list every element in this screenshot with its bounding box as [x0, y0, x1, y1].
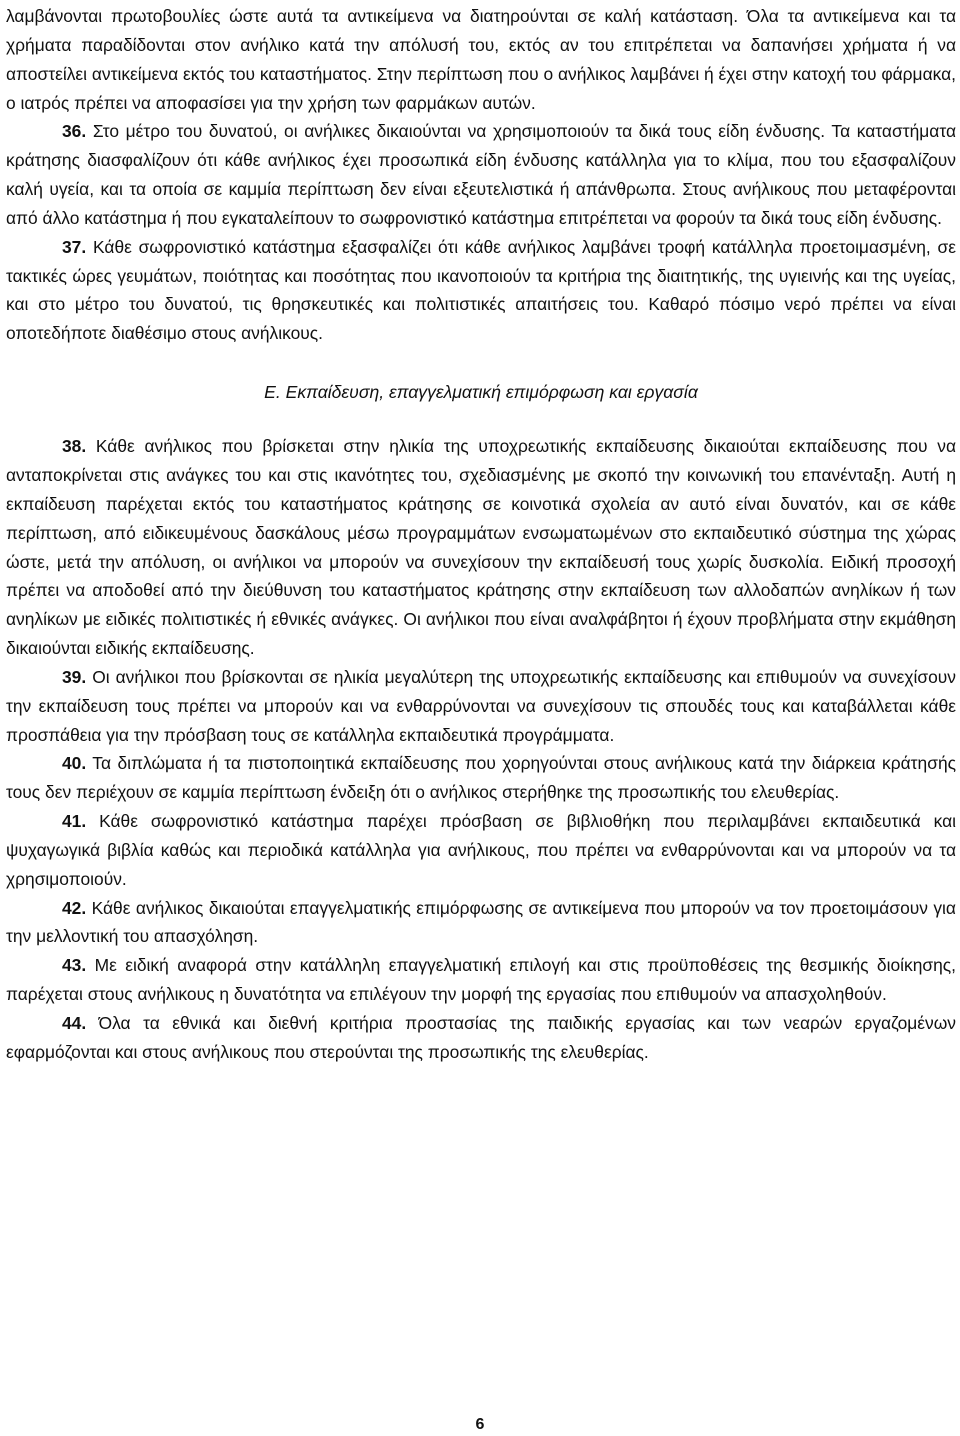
paragraph-number: 44. [62, 1013, 87, 1033]
paragraph-number: 39. [62, 666, 87, 687]
paragraph-44 [6, 1009, 956, 1067]
paragraph-number: 43. [62, 955, 87, 976]
paragraph-text: Όλα τα εθνικά και διεθνή κριτήρια προστασίας της παιδικής εργασίας και των νεαρών εργαζομένων εφαρμόζονται και στους ανήλικους που στερούνται της προσωπικής της ελευθερίας. [6, 1013, 956, 1062]
paragraph-text: λαμβάνονται πρωτοβουλίες ώστε αυτά τα αντικείμενα να διατηρούνται σε καλή κατάσταση. Όλα τα αντικείμενα και τα χρήματα παραδίδονται στον ανήλικο κατά την απόλυσή του, εκτός αν του επιτρέπεται να δαπανήσει χρήματα ή να αποστείλει αντικείμενα εκτός του καταστήματος. Στην περίπτωση που ο ανήλικος λαμβάνει ή έχει στην κατοχή του φάρμακα, ο ιατρός πρέπει να αποφασίσει για την χρήση των φαρμάκων αυτών. [6, 6, 956, 113]
paragraph-text: Κάθε σωφρονιστικό κατάστημα εξασφαλίζει ότι κάθε ανήλικος λαμβάνει τροφή κατάλληλα προετοιμασμένη, σε τακτικές ώρες γευμάτων, ποιότητας και ποσότητας που ικανοποιούν τα κριτήρια της διαιτητικής, της υγιεινής και της υγείας, και στο μέτρο του δυνατού, τις θρησκευτικές και πολιτιστικές απαιτήσεις του. Καθαρό πόσιμο νερό πρέπει να είναι οποτεδήποτε διαθέσιμο στους ανήλικους. [6, 236, 956, 344]
paragraph-42 [6, 894, 956, 952]
paragraph-continuation [6, 2, 956, 117]
document-body [6, 2, 956, 1067]
paragraph-number: 42. [62, 897, 87, 918]
paragraph-text: Τα διπλώματα ή τα πιστοποιητικά εκπαίδευσης που χορηγούνται στους ανήλικους κατά την διάρκεια κράτησής τους δεν περιέχουν σε καμμία περίπτωση ένδειξη ότι ο ανήλικος στερήθηκε της προσωπικής του ελευθερίας. [6, 753, 956, 803]
paragraph-41 [6, 807, 956, 894]
paragraph-text: Κάθε ανήλικος δικαιούται επαγγελματικής επιμόρφωσης σε αντικείμενα που μπορούν να τον προετοιμάσουν για την μελλοντική του απασχόληση. [6, 897, 956, 947]
paragraph-36 [6, 117, 956, 232]
paragraph-number: 40. [62, 753, 87, 774]
page-number: 6 [475, 1416, 485, 1433]
paragraph-text: Κάθε σωφρονιστικό κατάστημα παρέχει πρόσβαση σε βιβλιοθήκη που περιλαμβάνει εκπαιδευτικά και ψυχαγωγικά βιβλία καθώς και περιοδικά κατάλληλα για ανήλικους, που πρέπει να ενθαρρύνονται και να μπορούν να τα χρησιμοποιούν. [6, 811, 956, 889]
paragraph-43 [6, 951, 956, 1009]
paragraph-number: 36. [62, 121, 87, 142]
paragraph-text: Κάθε ανήλικος που βρίσκεται στην ηλικία της υποχρεωτικής εκπαίδευσης δικαιούται εκπαίδευσης που να ανταποκρίνεται στις ανάγκες του και στις ικανότητες του, σχεδιασμένης με σκοπό την κοινωνική του επανένταξη. Αυτή η εκπαίδευση παρέχεται εκτός του καταστήματος κράτησης σε κοινοτικά σχολεία αν αυτό είναι δυνατόν, και σε κάθε περίπτωση, από ειδικευμένους δασκάλους μέσω προγραμμάτων ενσωματωμένων στο εκπαιδευτικό σύστημα της χώρας ώστε, μετά την απόλυση, οι ανήλικοι να μπορούν να συνεχίσουν την εκπαίδευσή τους χωρίς δυσκολία. Ειδική προσοχή πρέπει να αποδοθεί από την διεύθυνση του καταστήματος κράτησης στην εκπαίδευση των αλλοδαπών ανηλίκων ή των ανηλίκων με ειδικές πολιτιστικές ή εθνικές ανάγκες. Οι ανήλικοι που είναι αναλφάβητοι ή έχουν προβλήματα στην εκμάθηση δικαιούνται ειδικής εκπαίδευσης. [6, 436, 956, 659]
paragraph-39 [6, 663, 956, 750]
paragraph-number: 41. [62, 811, 87, 832]
paragraph-text: Στο μέτρο του δυνατού, οι ανήλικες δικαιούνται να χρησιμοποιούν τα δικά τους είδη ένδυσης. Τα καταστήματα κράτησης διασφαλίζουν ότι κάθε ανήλικος έχει προσωπικά είδη ένδυσης κατάλληλα για το κλίμα, που του εξασφαλίζουν καλή υγεία, και τα οποία σε καμμία περίπτωση δεν είναι εξευτελιστικά ή απάνθρωπα. Στους ανήλικους που μεταφέρονται από άλλο κατάστημα ή που εγκαταλείπουν το σωφρονιστικό κατάστημα επιτρέπεται να φορούν τα δικά τους είδη ένδυσης. [6, 121, 956, 228]
paragraph-38 [6, 432, 956, 663]
paragraph-text: Με ειδική αναφορά στην κατάλληλη επαγγελματική επιλογή και στις προϋποθέσεις της θεσμικής διοίκησης, παρέχεται στους ανήλικους η δυνατότητα να επιλέγουν την μορφή της εργασίας που επιθυμούν να απασχοληθούν. [6, 955, 956, 1005]
paragraph-text: Οι ανήλικοι που βρίσκονται σε ηλικία μεγαλύτερη της υποχρεωτικής εκπαίδευσης και επιθυμούν να συνεχίσουν την εκπαίδευση τους πρέπει να μπορούν και να ενθαρρύνονται να συνεχίσουν τις σπουδές τους και καταβάλλεται κάθε προσπάθεια για την πρόσβαση τους σε κατάλληλα εκπαιδευτικά προγράμματα. [6, 666, 957, 745]
paragraph-number: 38. [62, 436, 87, 457]
paragraph-number: 37. [62, 236, 87, 257]
paragraph-37 [6, 233, 956, 348]
paragraph-40 [6, 749, 956, 807]
section-heading: Ε. Εκπαίδευση, επαγγελματική επιμόρφωση και εργασία [264, 382, 698, 403]
